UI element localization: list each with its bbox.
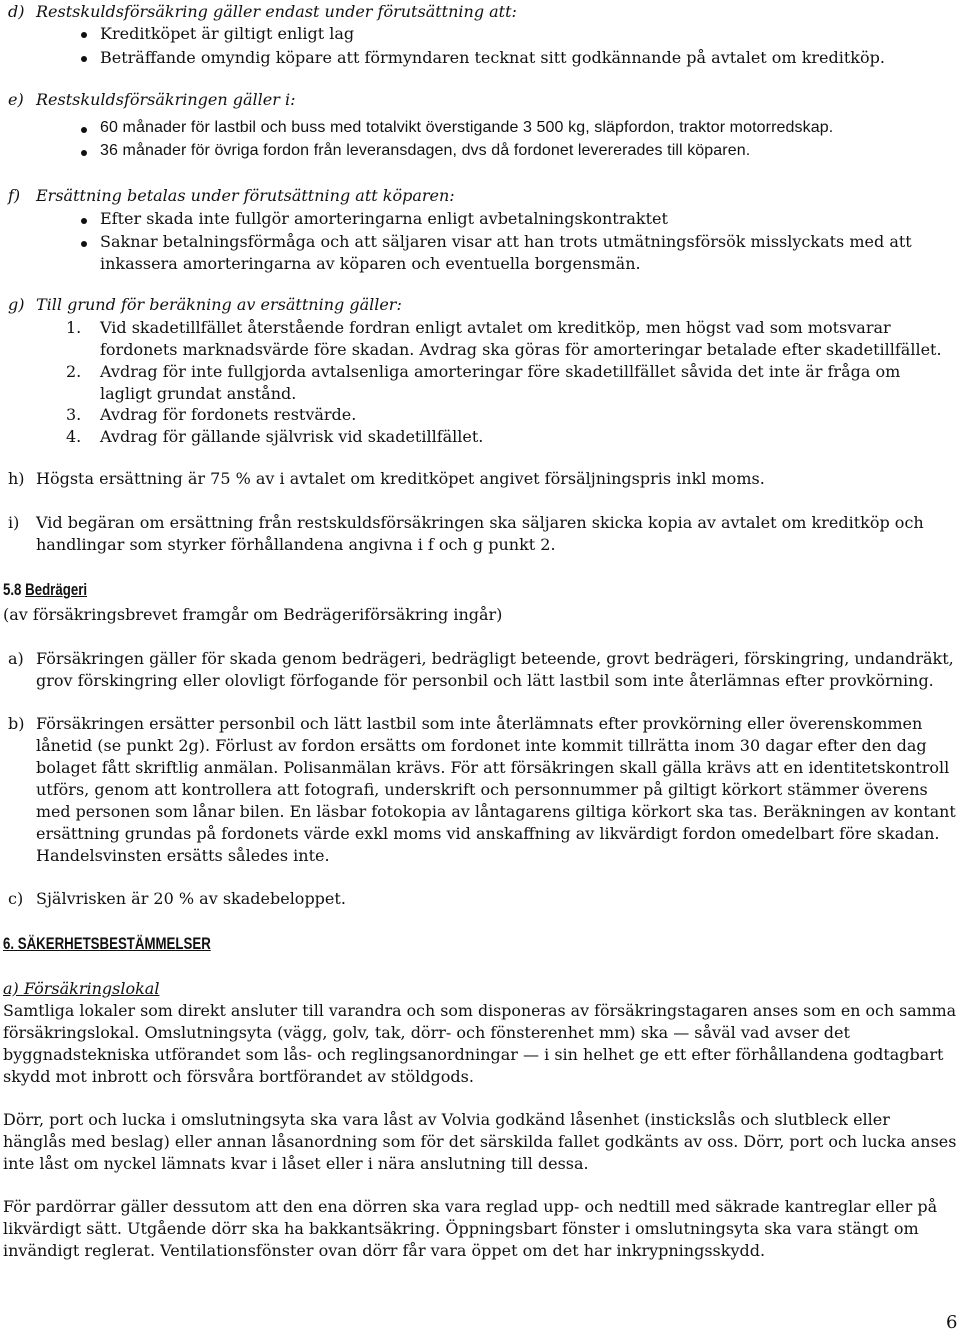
g-item-2-line-2: lagligt grundat anstånd.	[100, 384, 297, 403]
g-item-3-line-1: Avdrag för fordonets restvärde.	[100, 405, 357, 424]
section-6-p1-line-2: försäkringslokal. Omslutningsyta (vägg, golv, tak, dörr- och fönsterenhet mm) ska — såväl vad avser det	[3, 1023, 850, 1042]
g-item-1-line-1: Vid skadetillfället återstående fordran enligt avtalet om kreditköp, men högst vad som motsvarar	[100, 318, 891, 337]
section-6-p1-line-3: byggnadstekniska utförandet som lås- och reglingsanordningar — i sin helhet ge ett efter förhållandena godtagbart	[3, 1045, 944, 1064]
item-d-bullet-1: Kreditköpet är giltigt enligt lag	[100, 24, 355, 43]
section-6-subheading-a: a) Försäkringslokal	[3, 979, 160, 998]
item-d-label: d)	[8, 2, 25, 21]
section-title: Bedrägeri	[25, 580, 88, 599]
item-5-8-a-label: a)	[8, 649, 24, 668]
item-5-8-b-line-7: Handelsvinsten ersätts således inte.	[36, 846, 330, 865]
g-item-number: 3.	[66, 405, 82, 424]
item-e-intro: Restskuldsförsäkringen gäller i:	[36, 90, 296, 109]
bullet-icon	[81, 32, 87, 38]
item-5-8-b-line-5: med personen som lånar bilen. En läsbar fotokopia av låntagarens giltiga körkort ska tas. Beräkningen av kontant	[36, 802, 956, 821]
item-f-intro: Ersättning betalas under förutsättning att köparen:	[36, 186, 455, 205]
item-g-intro: Till grund för beräkning av ersättning gäller:	[36, 295, 402, 314]
item-e-bullet-1: 60 månader för lastbil och buss med totalvikt överstigande 3 500 kg, släpfordon, traktor motorredskap.	[100, 119, 834, 136]
section-6-p2-line-3: inte låst om nyckel lämnats kvar i låset eller i nära anslutning till dessa.	[3, 1154, 589, 1173]
item-5-8-b-line-6: ersättning grundas på fordonets värde exkl moms vid anskaffning av likvärdigt fordon omedelbart före skadan.	[36, 824, 940, 843]
item-i-label: i)	[8, 513, 20, 532]
item-i-line-1: Vid begäran om ersättning från restskuldsförsäkringen ska säljaren skicka kopia av avtalet om kreditköp och	[36, 513, 924, 532]
item-d-bullet-2: Beträffande omyndig köpare att förmyndaren tecknat sitt godkännande på avtalet om kreditköp.	[100, 48, 885, 67]
item-5-8-a-line-2: grov förskingring eller olovligt förfogande för personbil och lätt lastbil som inte återlämnas efter provkörning.	[36, 671, 934, 690]
g-item-number: 2.	[66, 362, 82, 381]
bullet-icon	[81, 127, 87, 133]
section-5-8-heading	[3, 579, 87, 601]
item-5-8-b-line-3: bolaget fått skriftlig anmälan. Polisanmälan krävs. För att försäkringen skall gälla krävs att en identitetskontroll	[36, 758, 950, 777]
g-item-4-line-1: Avdrag för gällande självrisk vid skadetillfället.	[100, 427, 484, 446]
item-5-8-c-label: c)	[8, 889, 24, 908]
section-6-p1-line-4: skydd mot inbrott och försvåra bortförandet av stöldgods.	[3, 1067, 474, 1086]
bullet-icon	[81, 218, 87, 224]
item-e-label: e)	[8, 90, 24, 109]
section-6-p1-line-1: Samtliga lokaler som direkt ansluter till varandra och som disponeras av försäkringstagaren anses som en och samma	[3, 1001, 957, 1020]
item-g-label: g)	[8, 295, 25, 314]
item-5-8-a-line-1: Försäkringen gäller för skada genom bedrägeri, bedrägligt beteende, grovt bedrägeri, förskingring, undandräkt,	[36, 649, 954, 668]
bullet-icon	[81, 241, 87, 247]
bullet-icon	[81, 150, 87, 156]
item-5-8-b-line-4: utförs, genom att kontrollera att fotografi, underskrift och personnummer på giltigt körkort stämmer överens	[36, 780, 928, 799]
page-number: 6	[946, 1312, 958, 1333]
section-5-8-subtitle: (av försäkringsbrevet framgår om Bedrägeriförsäkring ingår)	[3, 605, 503, 624]
item-5-8-b-label: b)	[8, 714, 25, 733]
item-h-text: Högsta ersättning är 75 % av i avtalet om kreditköpet angivet försäljningspris inkl moms.	[36, 469, 765, 488]
bullet-icon	[81, 56, 87, 62]
section-6-p2-line-1: Dörr, port och lucka i omslutningsyta ska vara låst av Volvia godkänd låsenhet (instickslås och slutbleck eller	[3, 1110, 890, 1129]
section-6-title: 6. SÄKERHETSBESTÄMMELSER	[3, 934, 211, 953]
section-6-p3-line-1: För pardörrar gäller dessutom att den ena dörren ska vara reglad upp- och nedtill med säkrade kantreglar eller på	[3, 1197, 938, 1216]
g-item-number: 4.	[66, 427, 82, 446]
item-h-label: h)	[8, 469, 25, 488]
section-6-p3-line-2: likvärdigt sätt. Utgående dörr ska ha bakkantsäkring. Öppningsbart fönster i omslutningsyta ska vara stängt om	[3, 1219, 919, 1238]
section-6-heading	[3, 933, 211, 955]
section-6-p2-line-2: hänglås med beslag) eller annan låsanordning som för det särskilda fallet godkänts av oss. Dörr, port och lucka anses	[3, 1132, 957, 1151]
section-number: 5.8	[3, 580, 22, 599]
g-item-2-line-1: Avdrag för inte fullgjorda avtalsenliga amorteringar före skadetillfället såvida det inte är fråga om	[100, 362, 901, 381]
item-f-bullet-2: Saknar betalningsförmåga och att säljaren visar att han trots utmätningsförsök misslyckats med att	[100, 232, 912, 251]
item-5-8-b-line-1: Försäkringen ersätter personbil och lätt lastbil som inte återlämnats efter provkörning eller överenskommen	[36, 714, 923, 733]
item-f-label: f)	[8, 186, 21, 205]
item-e-bullet-2: 36 månader för övriga fordon från leveransdagen, dvs då fordonet levererades till köparen.	[100, 142, 751, 159]
g-item-number: 1.	[66, 318, 82, 337]
item-5-8-c-text: Självrisken är 20 % av skadebeloppet.	[36, 889, 346, 908]
item-5-8-b-line-2: lånetid (se punkt 2g). Förlust av fordon ersätts om fordonet inte kommit tillrätta inom 30 dagar efter den dag	[36, 736, 927, 755]
item-f-bullet-2-cont: inkassera amorteringarna av köparen och eventuella borgensmän.	[100, 254, 641, 273]
section-6-p3-line-3: invändigt reglerat. Ventilationsfönster ovan dörr får vara öppet om det har inkrypningsskydd.	[3, 1241, 766, 1260]
g-item-1-line-2: fordonets marknadsvärde före skadan. Avdrag ska göras för amorteringar betalade efter skadetillfället.	[100, 340, 942, 359]
item-d-intro: Restskuldsförsäkring gäller endast under förutsättning att:	[36, 2, 517, 21]
item-f-bullet-1: Efter skada inte fullgör amorteringarna enligt avbetalningskontraktet	[100, 209, 668, 228]
item-i-line-2: handlingar som styrker förhållandena angivna i f och g punkt 2.	[36, 535, 556, 554]
